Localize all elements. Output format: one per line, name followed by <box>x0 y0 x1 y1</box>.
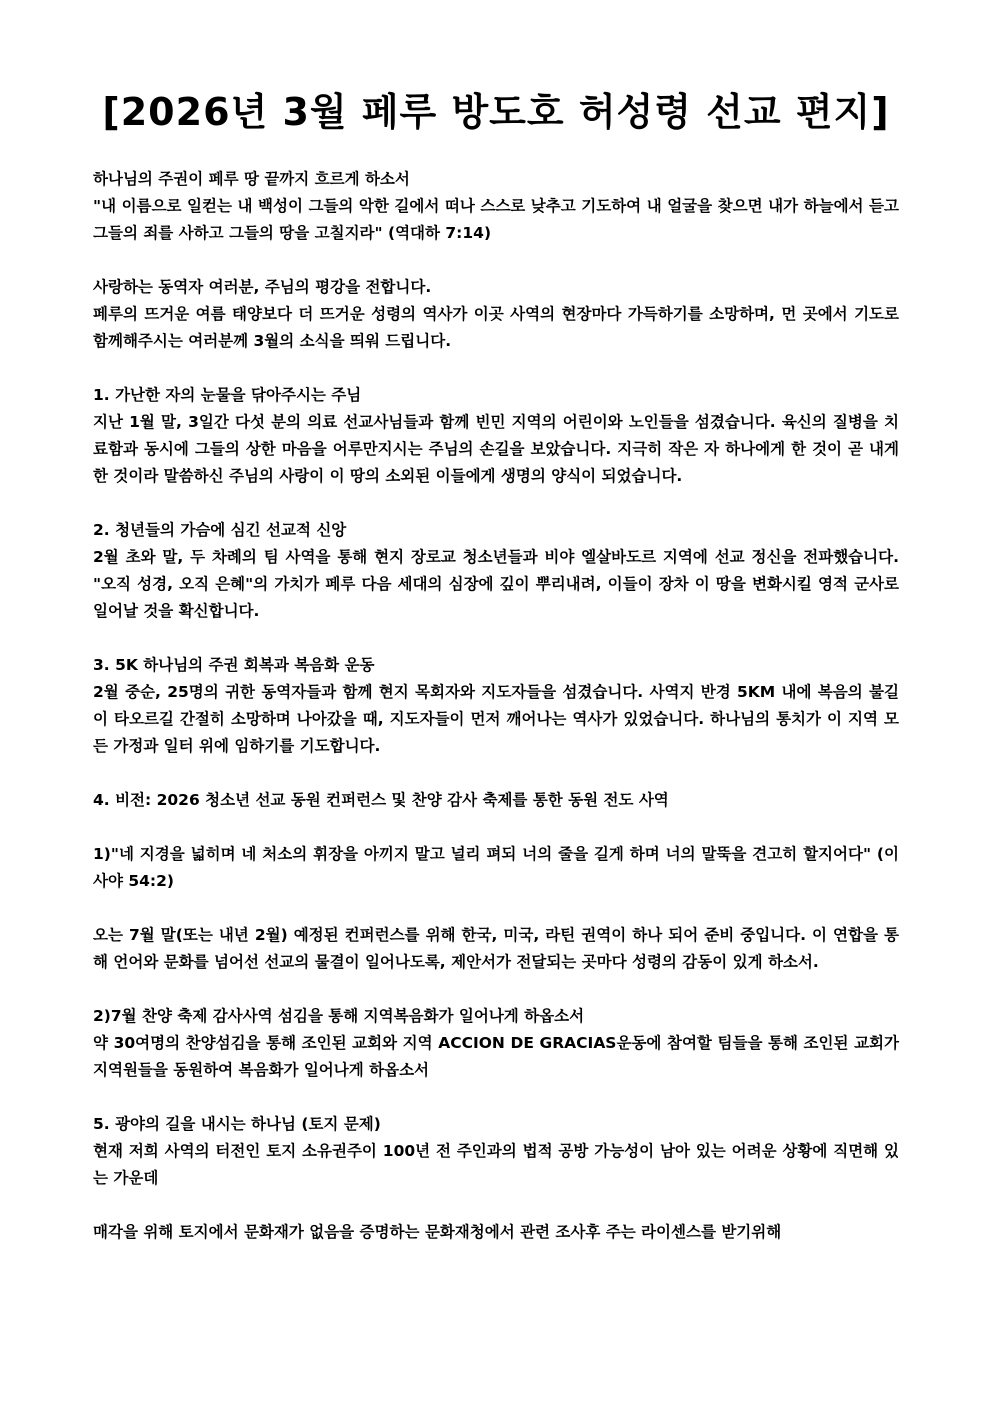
section-1-heading: 1. 가난한 자의 눈물을 닦아주시는 주님 <box>93 386 362 404</box>
spacer <box>93 1192 899 1219</box>
section-4-conference-paragraph: 오는 7월 말(또는 내년 2월) 예정된 컨퍼런스를 위해 한국, 미국, 라틴 권역이 하나 되어 준비 중입니다. 이 연합을 통해 언어와 문화를 넘어선 선교의 물결이 일어나도록, 제안서가 전달되는 곳마다 성령의 감동이 있게 하소서. <box>93 926 899 971</box>
section-2-heading: 2. 청년들의 가슴에 심긴 선교적 신앙 <box>93 521 347 539</box>
spacer <box>93 490 899 517</box>
spacer <box>93 895 899 922</box>
section-1-paragraph: 지난 1월 말, 3일간 다섯 분의 의료 선교사님들과 함께 빈민 지역의 어린이와 노인들을 섬겼습니다. 육신의 질병을 치료함과 동시에 그들의 상한 마음을 어루만지시는 주님의 손길을 보았습니다. 지극히 작은 자 하나에게 한 것이 곧 내게 한 것이라 말씀하신 주님의 사랑이 이 땅의 소외된 이들에게 생명의 양식이 되었습니다. <box>93 413 899 485</box>
intro-paragraph: 페루의 뜨거운 여름 태양보다 더 뜨거운 성령의 역사가 이곳 사역의 현장마다 가득하기를 소망하며, 먼 곳에서 기도로 함께해주시는 여러분께 3월의 소식을 띄워 드립니다. <box>93 305 899 350</box>
spacer <box>93 1084 899 1111</box>
spacer <box>93 625 899 652</box>
spacer <box>93 355 899 382</box>
spacer <box>93 814 899 841</box>
spacer <box>93 247 899 274</box>
section-5-heading: 5. 광야의 길을 내시는 하나님 (토지 문제) <box>93 1115 381 1133</box>
scripture-quote: "내 이름으로 일컫는 내 백성이 그들의 악한 길에서 떠나 스스로 낮추고 기도하여 내 얼굴을 찾으면 내가 하늘에서 듣고 그들의 죄를 사하고 그들의 땅을 고칠지라" (역대하 7:14) <box>93 197 899 242</box>
salutation: 사랑하는 동역자 여러분, 주님의 평강을 전합니다. <box>93 278 432 296</box>
page-title: [2026년 3월 페루 방도호 허성령 선교 편지] <box>102 90 890 134</box>
section-4-2-paragraph: 약 30여명의 찬양섬김을 통해 조인된 교회와 지역 ACCION DE GRACIAS운동에 참여할 팀들을 통해 조인된 교회가 지역원들을 동원하여 복음화가 일어나게 하옵소서 <box>93 1034 899 1079</box>
section-5-license-paragraph: 매각을 위해 토지에서 문화재가 없음을 증명하는 문화재청에서 관련 조사후 주는 라이센스를 받기위해 <box>93 1223 782 1241</box>
section-3-paragraph: 2월 중순, 25명의 귀한 동역자들과 함께 현지 목회자와 지도자들을 섬겼습니다. 사역지 반경 5KM 내에 복음의 불길이 타오르길 간절히 소망하며 나아갔을 때, 지도자들이 먼저 깨어나는 역사가 있었습니다. 하나님의 통치가 이 지역 모든 가정과 일터 위에 임하기를 기도합니다. <box>93 683 899 755</box>
letter-body <box>93 166 899 1246</box>
section-4-heading: 4. 비전: 2026 청소년 선교 동원 컨퍼런스 및 찬양 감사 축제를 통한 동원 전도 사역 <box>93 791 669 809</box>
spacer <box>93 976 899 1003</box>
section-4-scripture: 1)"네 지경을 넓히며 네 처소의 휘장을 아끼지 말고 널리 펴되 너의 줄을 길게 하며 너의 말뚝을 견고히 할지어다" (이사야 54:2) <box>93 845 899 890</box>
spacer <box>93 760 899 787</box>
greeting-heading: 하나님의 주권이 페루 땅 끝까지 흐르게 하소서 <box>93 170 410 188</box>
section-2-paragraph: 2월 초와 말, 두 차례의 팀 사역을 통해 현지 장로교 청소년들과 비야 엘살바도르 지역에 선교 정신을 전파했습니다. "오직 성경, 오직 은혜"의 가치가 페루 다음 세대의 심장에 깊이 뿌리내려, 이들이 장차 이 땅을 변화시킬 영적 군사로 일어날 것을 확신합니다. <box>93 548 899 620</box>
section-4-2-heading: 2)7월 찬양 축제 감사사역 섬김을 통해 지역복음화가 일어나게 하옵소서 <box>93 1007 585 1025</box>
section-5-paragraph: 현재 저희 사역의 터전인 토지 소유권주이 100년 전 주인과의 법적 공방 가능성이 남아 있는 어려운 상황에 직면해 있는 가운데 <box>93 1142 899 1187</box>
section-3-heading: 3. 5K 하나님의 주권 회복과 복음화 운동 <box>93 656 375 674</box>
